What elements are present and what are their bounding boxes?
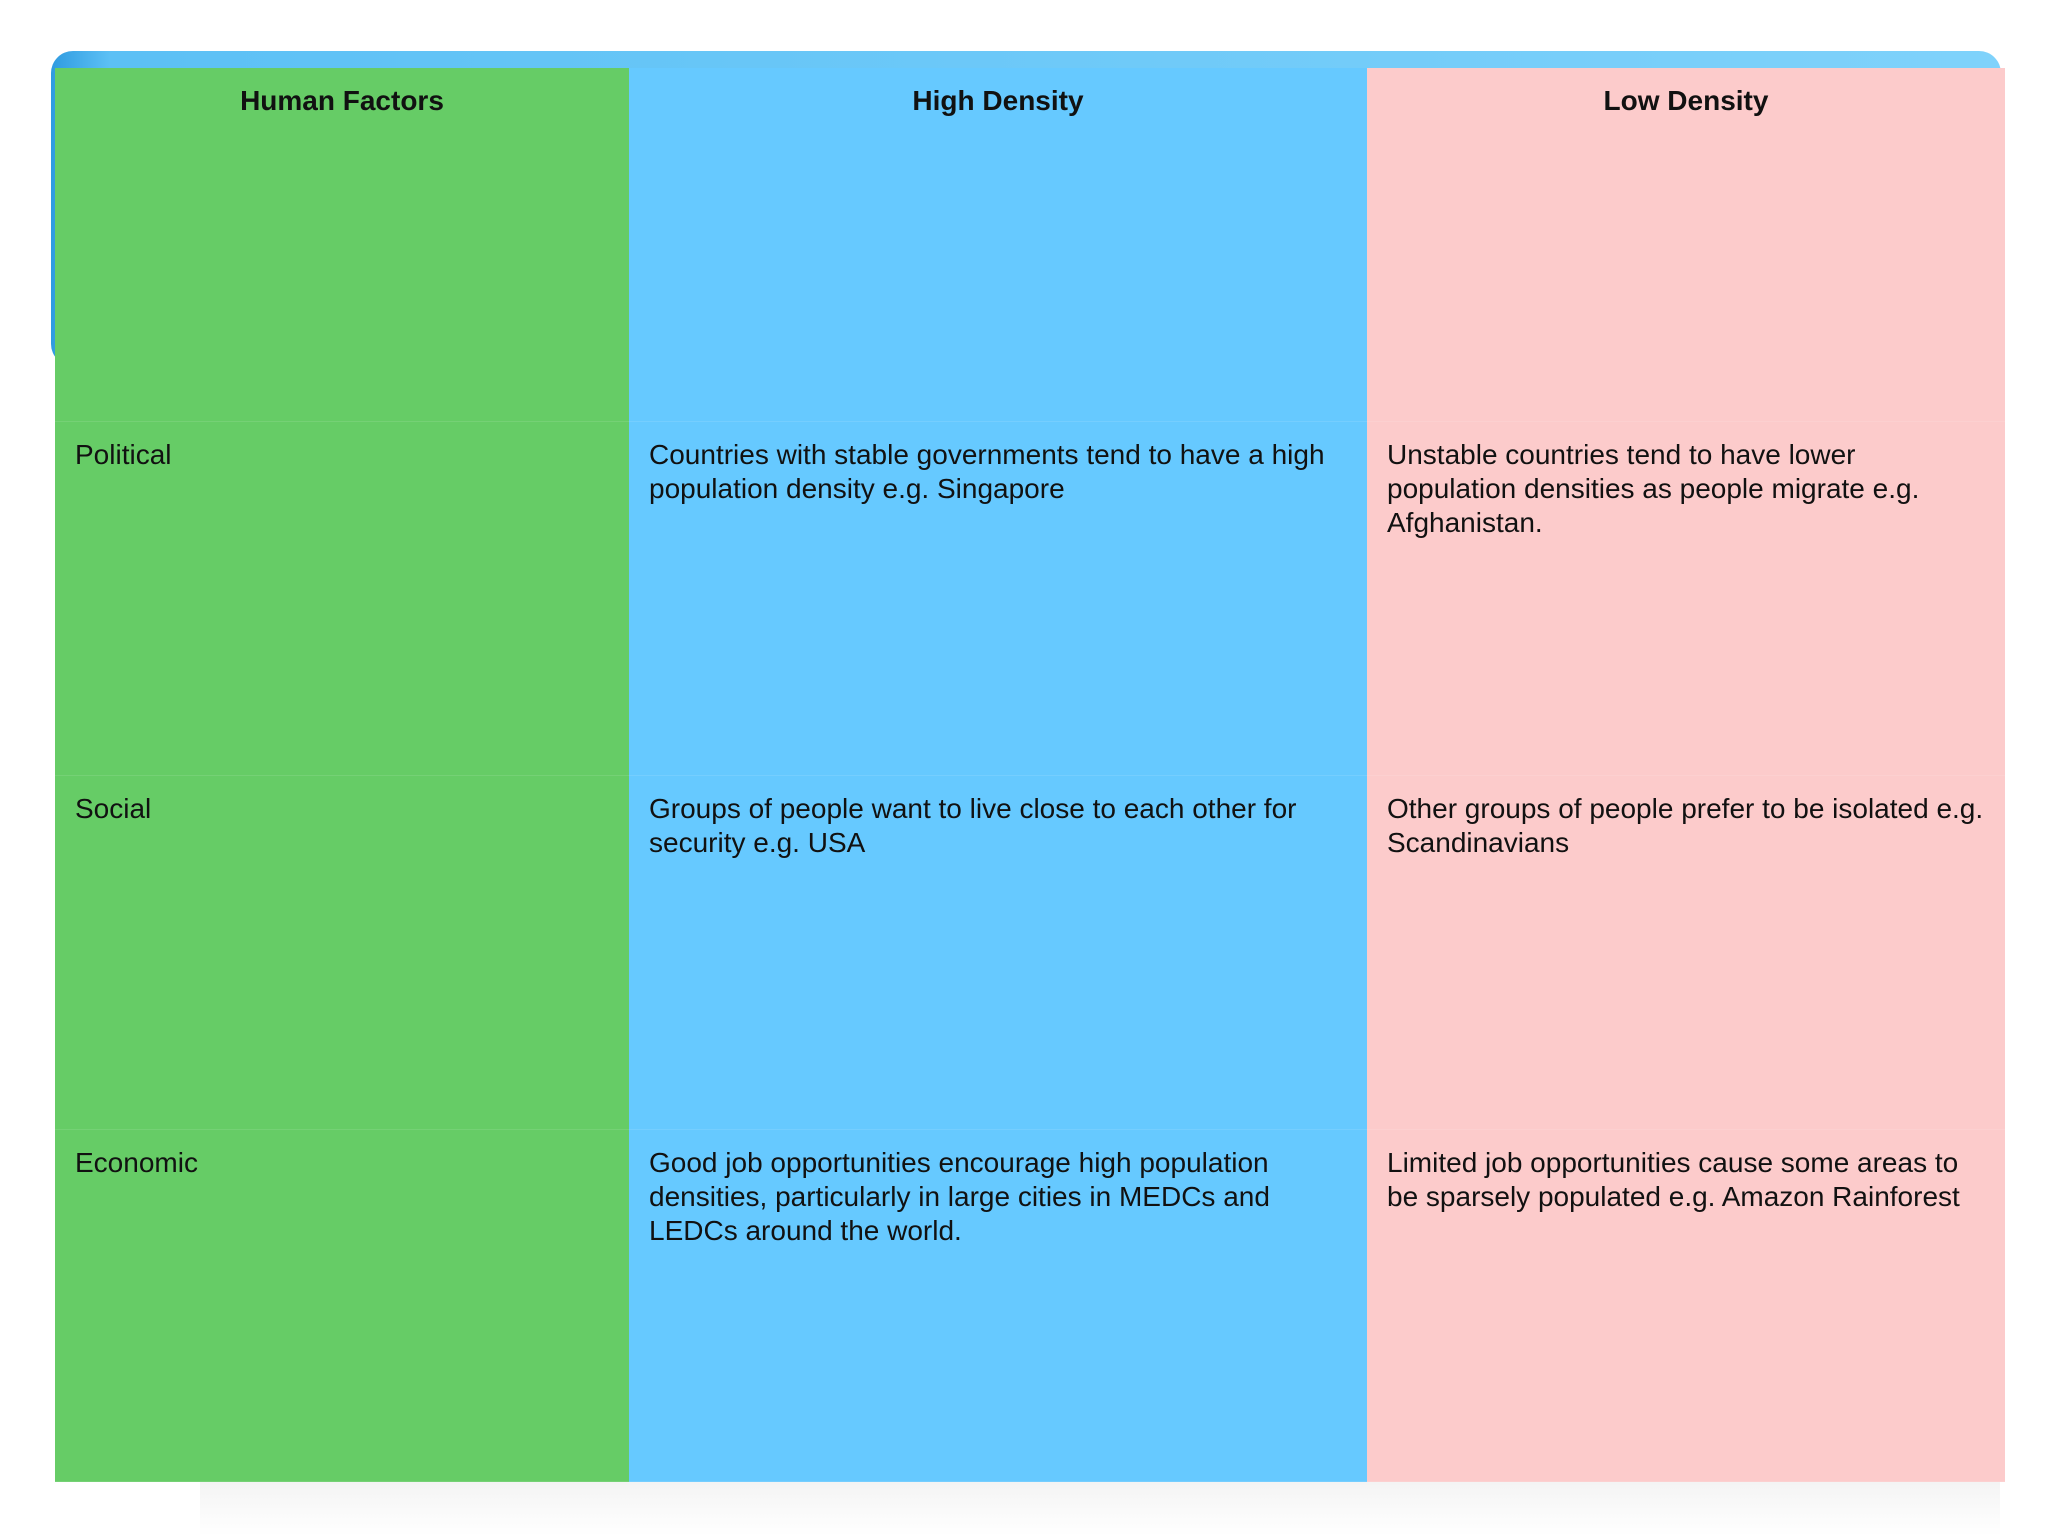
header-human-factors: Human Factors: [55, 68, 629, 422]
page-shadow: [200, 1482, 2000, 1536]
row-low-social: Other groups of people prefer to be isolated e.g. Scandinavians: [1367, 776, 2005, 1130]
row-low-political: Unstable countries tend to have lower population densities as people migrate e.g. Afghanistan.: [1367, 422, 2005, 776]
row-high-political: Countries with stable governments tend to have a high population density e.g. Singapore: [629, 422, 1367, 776]
header-high-density: High Density: [629, 68, 1367, 422]
row-high-economic: Good job opportunities encourage high population densities, particularly in large cities in MEDCs and LEDCs around the world.: [629, 1130, 1367, 1482]
row-factor-economic: Economic: [55, 1130, 629, 1482]
density-factors-table: [55, 68, 2005, 1482]
row-factor-political: Political: [55, 422, 629, 776]
row-factor-social: Social: [55, 776, 629, 1130]
row-high-social: Groups of people want to live close to each other for security e.g. USA: [629, 776, 1367, 1130]
header-low-density: Low Density: [1367, 68, 2005, 422]
row-low-economic: Limited job opportunities cause some areas to be sparsely populated e.g. Amazon Rainforest: [1367, 1130, 2005, 1482]
